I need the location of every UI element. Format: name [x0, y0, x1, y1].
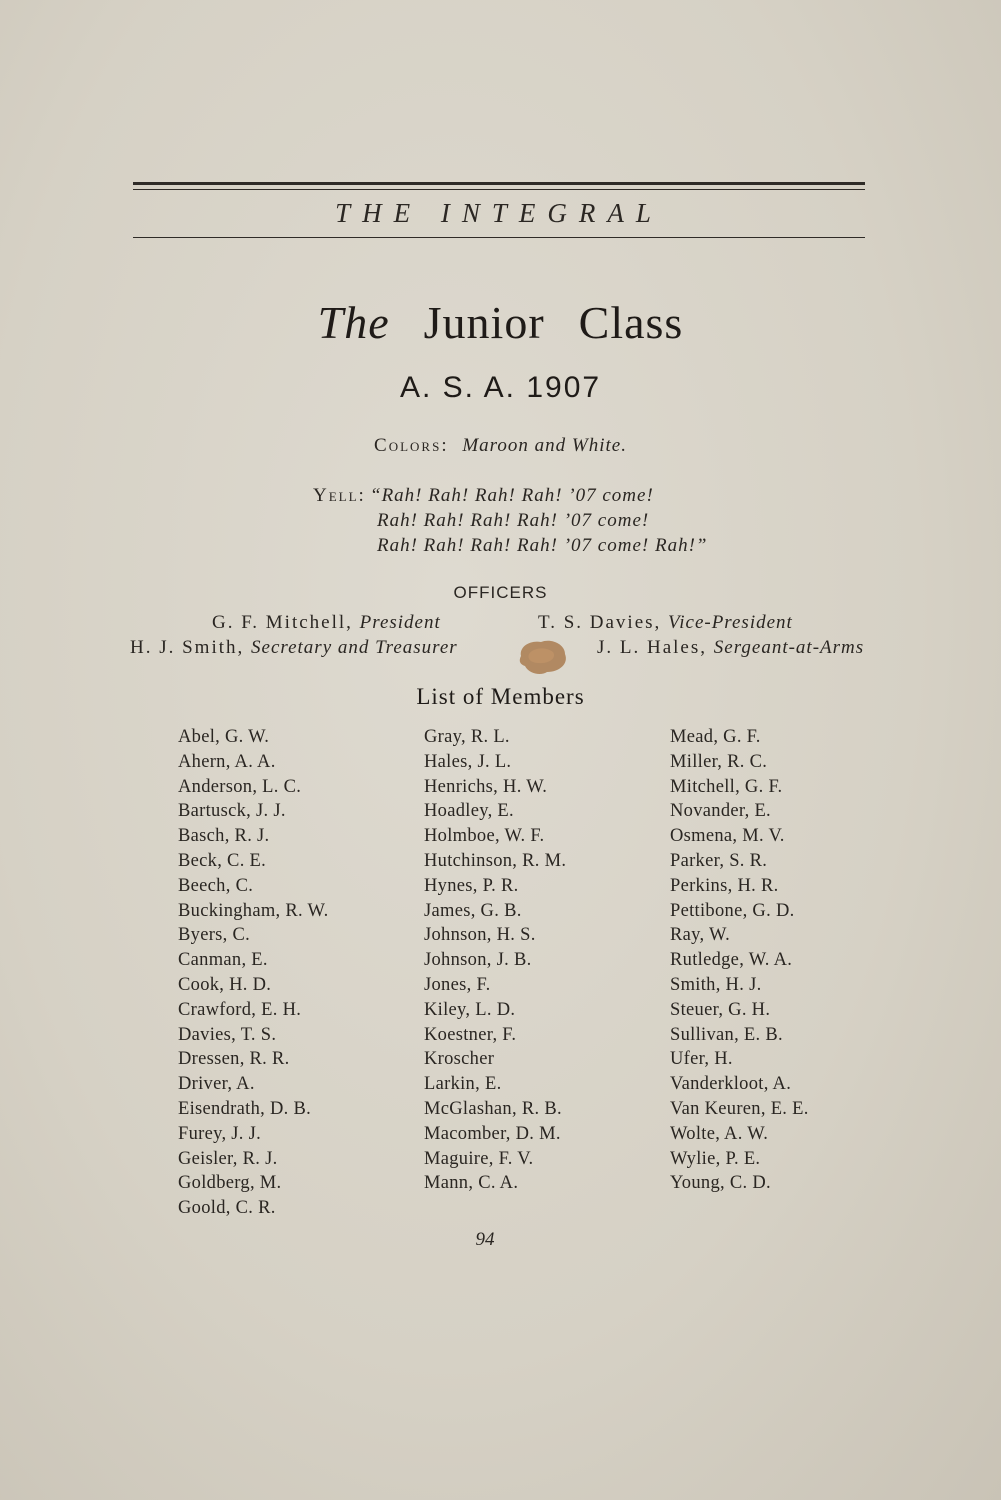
page-title [0, 296, 1001, 349]
members-column-3 [670, 725, 910, 1196]
member-name: Miller, R. C. [670, 751, 768, 772]
member-name: Ahern, A. A. [178, 751, 276, 772]
officer-role: Vice-President [668, 612, 793, 633]
officer-sergeant-at-arms [597, 637, 864, 659]
member-name: Henrichs, H. W. [424, 776, 548, 797]
member-name: Pettibone, G. D. [670, 900, 795, 921]
member-name: Hales, J. L. [424, 751, 512, 772]
member-name: Steuer, G. H. [670, 999, 771, 1020]
member-name: Rutledge, W. A. [670, 950, 793, 971]
member-name: Holmboe, W. F. [424, 826, 545, 847]
member-name: Beech, C. [178, 875, 254, 896]
member-name: Macomber, D. M. [424, 1123, 561, 1144]
member-name: Ufer, H. [670, 1049, 733, 1070]
member-name: Wolte, A. W. [670, 1123, 769, 1144]
member-name: Kiley, L. D. [424, 999, 516, 1020]
page-number: 94 [475, 1229, 495, 1250]
member-name: Geisler, R. J. [178, 1148, 278, 1169]
members-column-2 [424, 725, 664, 1196]
member-name: Vanderkloot, A. [670, 1074, 792, 1095]
member-name: Dressen, R. R. [178, 1049, 290, 1070]
member-name: Goldberg, M. [178, 1173, 282, 1194]
member-name: Koestner, F. [424, 1024, 517, 1045]
member-name: Gray, R. L. [424, 727, 510, 747]
member-name: Buckingham, R. W. [178, 900, 329, 921]
officer-role: Secretary and Treasurer [251, 637, 458, 658]
paper-stain [515, 636, 571, 678]
member-name: James, G. B. [424, 900, 522, 921]
yell-line-3: Rah! Rah! Rah! Rah! ’07 come! Rah!” [377, 535, 708, 556]
member-name: Larkin, E. [424, 1074, 502, 1095]
member-name: Perkins, H. R. [670, 875, 779, 896]
member-name: Hutchinson, R. M. [424, 850, 567, 871]
member-name: Mead, G. F. [670, 727, 761, 747]
member-name: Smith, H. J. [670, 974, 762, 995]
yell-line-1: “Rah! Rah! Rah! Rah! ’07 come! [370, 485, 654, 506]
top-rule-thick [133, 182, 865, 185]
officer-name: G. F. Mitchell, [212, 612, 353, 633]
member-name: Basch, R. J. [178, 826, 270, 847]
member-name: Byers, C. [178, 925, 251, 946]
member-name: Mann, C. A. [424, 1173, 519, 1194]
member-name: Davies, T. S. [178, 1024, 277, 1045]
yell-line-2: Rah! Rah! Rah! Rah! ’07 come! [377, 510, 650, 531]
member-name: Wylie, P. E. [670, 1148, 761, 1169]
member-name: Mitchell, G. F. [670, 776, 783, 797]
title-word-class: Class [578, 297, 684, 348]
colors-label: Colors: [374, 435, 449, 456]
member-name: Van Keuren, E. E. [670, 1098, 809, 1119]
page-subtitle: A. S. A. 1907 [399, 371, 602, 404]
member-name: Driver, A. [178, 1074, 255, 1095]
member-name: Young, C. D. [670, 1173, 771, 1194]
member-name: Goold, C. R. [178, 1198, 276, 1219]
officer-name: H. J. Smith, [130, 637, 245, 658]
member-name: Abel, G. W. [178, 727, 270, 747]
colors-value: Maroon and White. [462, 435, 627, 456]
running-head: THE INTEGRAL [335, 198, 663, 228]
top-rule-thin [133, 189, 865, 190]
member-name: Jones, F. [424, 974, 491, 995]
member-name: Johnson, H. S. [424, 925, 536, 946]
officers-heading: OFFICERS [453, 583, 548, 602]
yell-label: Yell: [313, 485, 366, 506]
member-name: Novander, E. [670, 801, 771, 822]
member-name: Bartusck, J. J. [178, 801, 286, 822]
member-name: Osmena, M. V. [670, 826, 785, 847]
member-name: Canman, E. [178, 950, 268, 971]
member-name: Kroscher [424, 1049, 495, 1070]
member-name: Johnson, J. B. [424, 950, 532, 971]
officer-role: President [359, 612, 441, 633]
officer-president [212, 612, 441, 634]
member-name: Anderson, L. C. [178, 776, 302, 797]
officer-name: J. L. Hales, [597, 637, 708, 658]
officer-role: Sergeant-at-Arms [713, 637, 865, 658]
member-name: McGlashan, R. B. [424, 1098, 562, 1119]
member-name: Furey, J. J. [178, 1123, 262, 1144]
bottom-rule [133, 237, 865, 238]
member-name: Hynes, P. R. [424, 875, 519, 896]
officer-secretary-treasurer [130, 637, 458, 659]
class-colors [0, 435, 1001, 457]
member-name: Beck, C. E. [178, 850, 267, 871]
member-name: Crawford, E. H. [178, 999, 302, 1020]
title-word-the: The [317, 297, 390, 348]
members-heading: List of Members [416, 684, 585, 709]
member-name: Hoadley, E. [424, 801, 514, 822]
officer-name: T. S. Davies, [538, 612, 662, 633]
title-word-junior: Junior [423, 297, 545, 348]
member-name: Ray, W. [670, 925, 731, 946]
member-name: Sullivan, E. B. [670, 1024, 783, 1045]
member-name: Cook, H. D. [178, 974, 272, 995]
member-name: Eisendrath, D. B. [178, 1098, 312, 1119]
member-name: Parker, S. R. [670, 850, 768, 871]
officer-vice-president [538, 612, 793, 634]
members-column-1 [178, 725, 418, 1221]
member-name: Maguire, F. V. [424, 1148, 534, 1169]
